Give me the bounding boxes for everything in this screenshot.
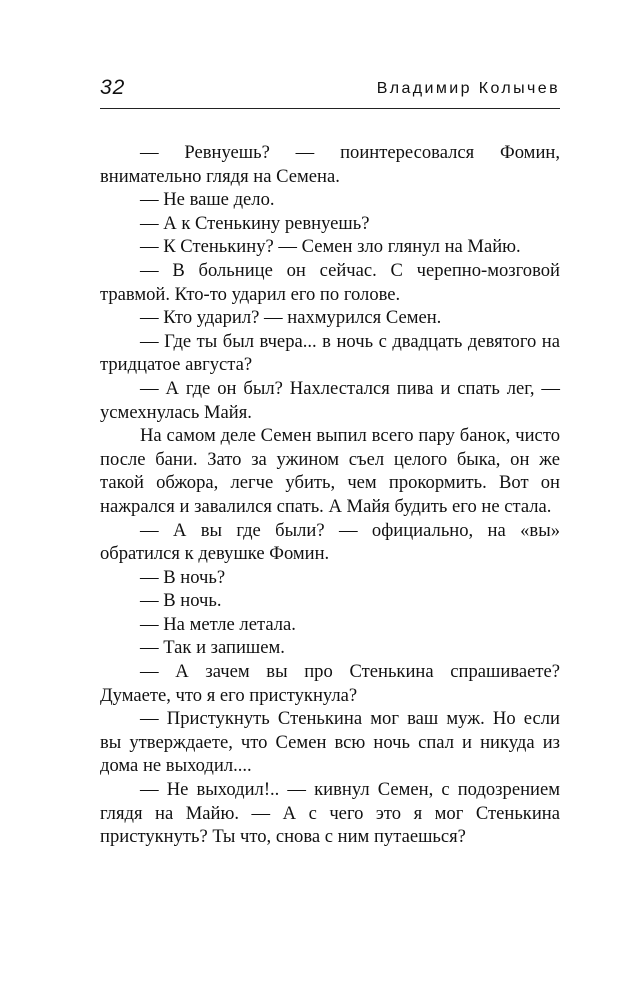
paragraph: — Кто ударил? — нахмурился Семен. — [140, 307, 442, 329]
paragraph: — К Стенькину? — Семен зло глянул на Майю. — [140, 236, 521, 258]
paragraph: На самом деле Семен выпил всего пару банок, чисто после бани. Зато за ужином съел целого быка, он же такой обжора, легче убить, чем прокормить. Вот он нажрался и завалился спать. А Майя будить его не стала. — [100, 425, 560, 517]
paragraph: — Так и запишем. — [140, 637, 285, 659]
paragraph: — Где ты был вчера... в ночь с двадцать девятого на тридцатое августа? — [100, 330, 560, 376]
paragraph: — А зачем вы про Стенькина спрашиваете? Думаете, что я его пристукнула? — [100, 661, 560, 706]
paragraph: — В больнице он сейчас. С черепно-мозговой травмой. Кто-то ударил его по голове. — [100, 259, 560, 305]
paragraph: — На метле летала. — [140, 613, 296, 635]
page-number: 32 — [100, 76, 126, 99]
paragraph: — А к Стенькину ревнуешь? — [140, 212, 370, 234]
paragraph: — Ревнуешь? — поинтересовался Фомин, внимательно глядя на Семена. — [100, 142, 560, 187]
paragraph: — Не ваше дело. — [140, 189, 275, 211]
paragraph: — А где он был? Нахлестался пива и спать лег, — усмехнулась Майя. — [100, 377, 560, 423]
paragraph: — Не выходил!.. — кивнул Семен, с подозрением глядя на Майю. — А с чего это я мог Стенькина пристукнуть? Ты что, снова с ним путаешься? — [100, 779, 560, 848]
paragraph: — В ночь. — [140, 590, 222, 612]
header-rule — [100, 108, 560, 109]
page-header — [100, 76, 560, 104]
paragraph: — В ночь? — [140, 566, 226, 588]
paragraph: — Пристукнуть Стенькина мог ваш муж. Но если вы утверждаете, что Семен всю ночь спал и никуда из дома не выходил.... — [100, 708, 560, 777]
running-head-author: Владимир Колычев — [376, 80, 560, 97]
body-text — [100, 141, 560, 849]
paragraph: — А вы где были? — официально, на «вы» обратился к девушке Фомин. — [100, 519, 560, 565]
